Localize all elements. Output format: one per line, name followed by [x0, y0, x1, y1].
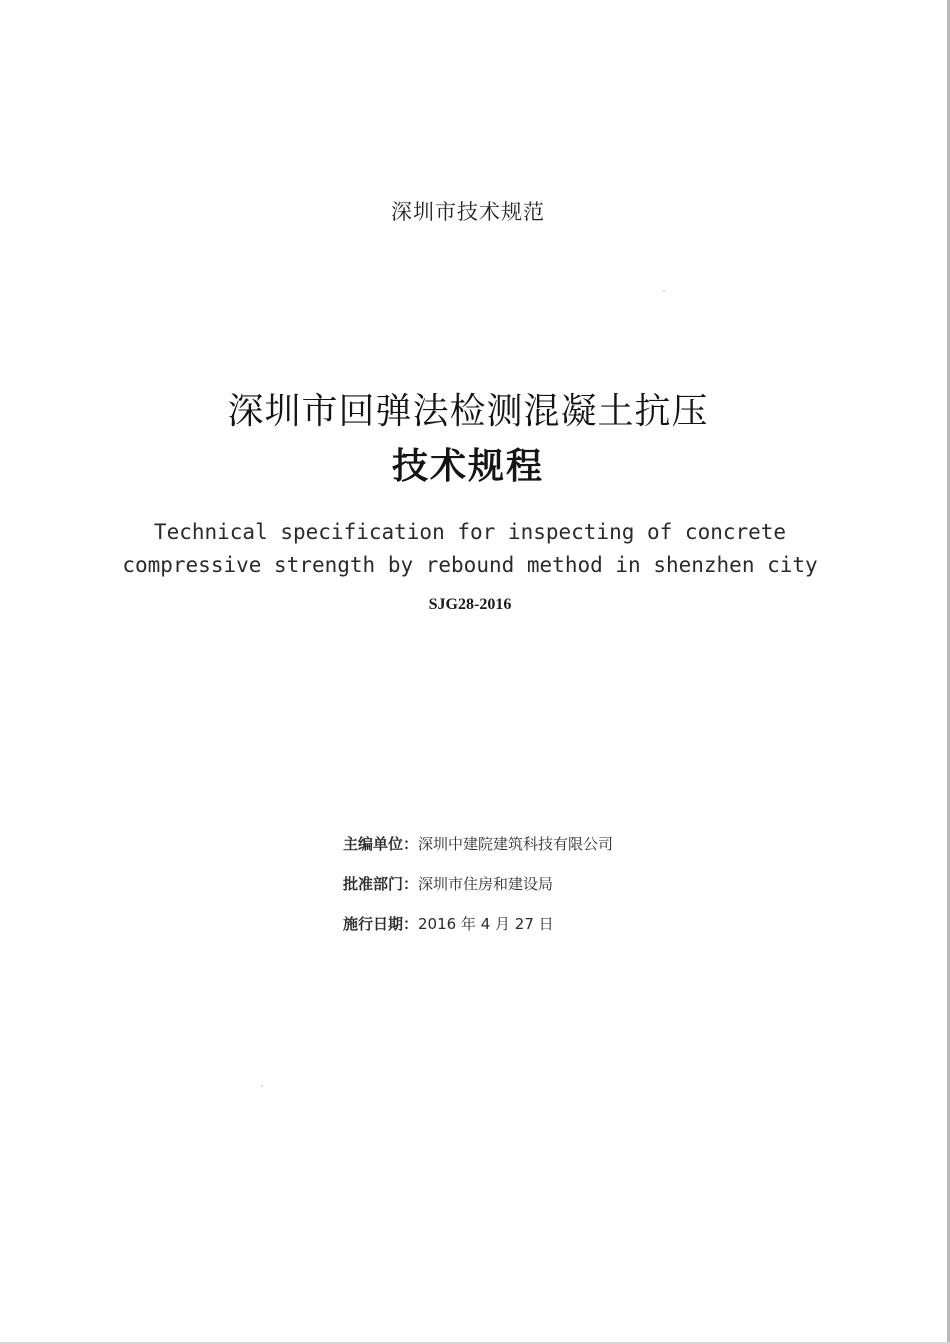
standard-code: SJG28-2016 [428, 596, 512, 613]
english-title [0, 516, 940, 582]
title-line-1: 深圳市回弹法检测混凝土抗压 [227, 391, 709, 432]
editor-value: 深圳中建院建筑科技有限公司 [418, 835, 614, 853]
editor-label: 主编单位： [343, 835, 419, 853]
approver-value: 深圳市住房和建设局 [418, 875, 554, 893]
title-line-2: 技术规程 [391, 445, 544, 487]
scan-speck [261, 1085, 263, 1087]
document-title [0, 388, 936, 490]
approver-row [343, 872, 613, 912]
english-title-line-1: Technical specification for inspecting of concrete [153, 520, 787, 544]
date-label: 施行日期： [343, 915, 419, 933]
editor-row [343, 832, 613, 872]
date-row [343, 912, 613, 952]
approver-label: 批准部门： [343, 875, 419, 893]
english-title-line-2: compressive strength by rebound method in shenzhen city [122, 553, 818, 577]
publication-info [343, 832, 613, 952]
scan-speck [663, 290, 665, 292]
date-value: 2016 年 4 月 27 日 [418, 915, 554, 933]
series-title: 深圳市技术规范 [391, 200, 545, 224]
